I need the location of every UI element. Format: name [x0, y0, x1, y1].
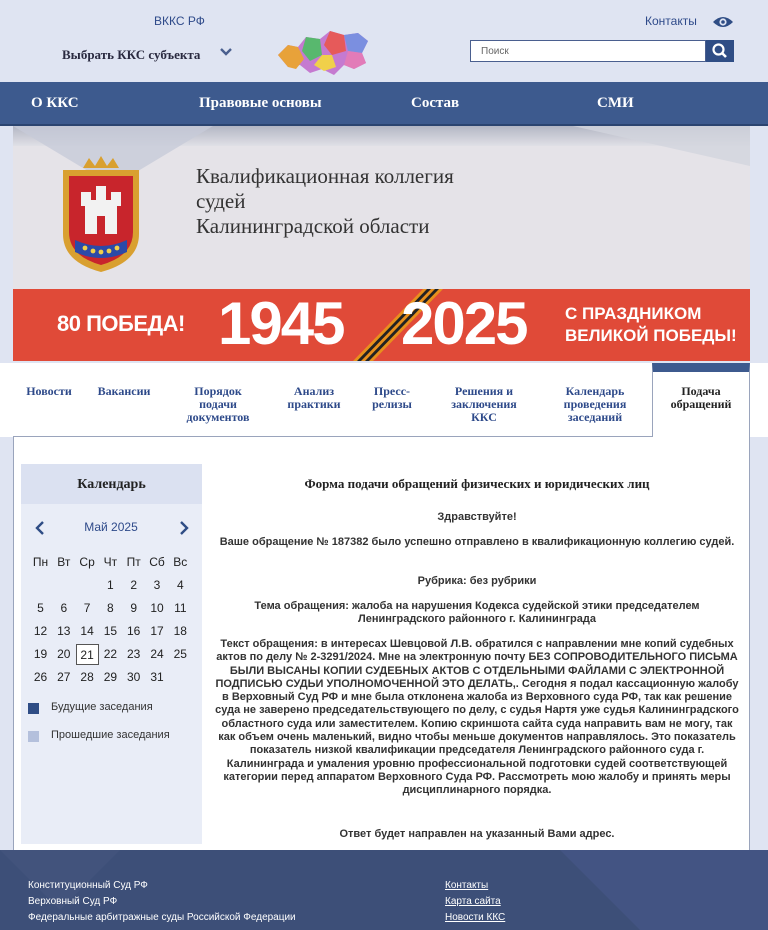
- calendar-day[interactable]: 15: [103, 624, 118, 638]
- form-title: Форма подачи обращений физических и юридических лиц: [304, 476, 650, 491]
- calendar-day[interactable]: 14: [80, 624, 94, 638]
- footer-link-supreme-court[interactable]: Верховный Суд РФ: [28, 896, 118, 907]
- calendar-day[interactable]: 12: [33, 624, 48, 638]
- footer-link-arbitration-courts[interactable]: Федеральные арбитражные суды Российской Федерации: [28, 912, 296, 923]
- weekday-header: Пн: [32, 555, 49, 569]
- weekday-header: Сб: [149, 555, 165, 569]
- eye-icon[interactable]: [712, 14, 734, 30]
- calendar-day[interactable]: 3: [153, 578, 161, 592]
- year-from: 1945: [218, 290, 344, 357]
- topic-text: Тема обращения: жалоба на нарушения Кодекса судейской этики председателем Ленинградского районного г. Калининграда: [254, 600, 700, 626]
- collegium-title-line: судей: [196, 189, 246, 213]
- calendar-day[interactable]: 22: [103, 647, 118, 661]
- calendar-day[interactable]: 28: [80, 670, 94, 684]
- tab-practice-analysis[interactable]: Анализ практики: [287, 384, 341, 411]
- search-input[interactable]: [470, 40, 706, 62]
- search-button[interactable]: [706, 40, 734, 62]
- russia-map-icon: [274, 25, 372, 81]
- tab-vacancies[interactable]: Вакансии: [97, 384, 151, 398]
- contacts-link[interactable]: Контакты: [645, 14, 697, 28]
- vkks-link[interactable]: ВККС РФ: [154, 14, 205, 28]
- calendar-heading: Календарь: [21, 464, 202, 504]
- calendar-day[interactable]: 10: [150, 601, 164, 615]
- collegium-title: [196, 164, 454, 239]
- subject-select[interactable]: Выбрать ККС субъекта: [62, 47, 201, 62]
- calendar-widget: [21, 464, 202, 844]
- calendar-month: Май 2025: [84, 520, 138, 534]
- rubric-text: Рубрика: без рубрики: [417, 575, 537, 587]
- collegium-title-line: Квалификационная коллегия: [196, 164, 454, 188]
- footer-link-news[interactable]: Новости ККС: [445, 912, 506, 923]
- calendar-day[interactable]: 27: [57, 670, 71, 684]
- tab-session-calendar[interactable]: Календарь проведения заседаний: [563, 384, 627, 424]
- tab-news[interactable]: Новости: [26, 384, 72, 398]
- legend-future-label: Будущие заседания: [51, 701, 153, 713]
- weekday-header: Чт: [103, 555, 118, 569]
- tab-appeals[interactable]: Подача обращений: [670, 384, 732, 411]
- appeal-text: Текст обращения: в интересах Шевцовой Л.В. обратился с направлении мне копий судебных актов по делу № 2-3291/2024. Мне на электронную почту БЕЗ СОПРОВОДИТЕЛЬНОГО ПИСЬМА БЫЛИ ВЫСАНЫ КОПИИ СУДЕБНЫХ АКТОВ С ОТДЕЛЬНЫМИ ФАЙЛАМИ С ЭЛЕКТРОННОЙ ПОДПИСЬЮ СУДЬИ УПОЛНОМОЧЕННОЙ ЭТО ДЕЛАТЬ,. Сегодня я подал кассационную жалобу в Верховный Суд РФ и мне была отклонена жалоба из Верховного суда РФ, так как решение суда не заверено председательствующего по делу, с судья Нартя уже судья Калининградского областного суда или заместителем. Копию скриншота сайта суда направить вам не могу, так как объем очень маленький, видно чтобы меньше документов направлялось. Это показатель показатель низкой квалификации председателя Ленинградского районного суда г. Калининграда и умаления уровню профессиональной подготовки судей соответствующей категории перед аппаратом Верховного Суда РФ. Рассмотреть мою жалобу и принять меры дисциплинарного порядка.: [215, 638, 739, 797]
- calendar-day[interactable]: 5: [37, 601, 44, 615]
- calendar-day[interactable]: 16: [127, 624, 141, 638]
- victory-congrats: [565, 303, 737, 347]
- congrats-line: С ПРАЗДНИКОМ: [565, 304, 702, 323]
- footer: [0, 850, 768, 930]
- calendar-day[interactable]: 19: [33, 647, 48, 661]
- calendar-day[interactable]: 17: [150, 624, 164, 638]
- weekday-header: Пт: [126, 555, 141, 569]
- victory-banner[interactable]: [13, 289, 750, 361]
- nav-item-about[interactable]: О ККС: [31, 95, 79, 111]
- calendar-day[interactable]: 2: [130, 578, 138, 592]
- sent-message: Ваше обращение № 187382 было успешно отправлено в квалификационную коллегию судей.: [219, 536, 735, 548]
- nav-item-legal[interactable]: Правовые основы: [199, 95, 322, 111]
- calendar-day[interactable]: 4: [176, 578, 184, 592]
- legend-past-label: Прошедшие заседания: [51, 729, 170, 741]
- tab-press-releases[interactable]: Пресс-релизы: [372, 384, 412, 411]
- coat-of-arms-emblem: [55, 156, 147, 274]
- victory-80-label: 80 ПОБЕДА!: [57, 311, 185, 336]
- calendar-day[interactable]: 1: [107, 578, 114, 592]
- calendar-day[interactable]: 18: [173, 624, 187, 638]
- chevron-right-icon[interactable]: [177, 520, 191, 536]
- weekday-header: Вс: [173, 555, 188, 569]
- nav-item-members[interactable]: Состав: [411, 95, 460, 111]
- calendar-day[interactable]: 26: [33, 670, 48, 684]
- weekday-header: Ср: [79, 555, 95, 569]
- calendar-day[interactable]: 7: [83, 601, 91, 615]
- calendar-day[interactable]: 29: [103, 670, 118, 684]
- legend-past-swatch: [28, 731, 39, 742]
- nav-item-media[interactable]: СМИ: [597, 95, 634, 111]
- main-nav: [0, 82, 768, 126]
- calendar-day-today[interactable]: 21: [76, 644, 99, 665]
- answer-note: Ответ будет направлен на указанный Вами адрес.: [339, 828, 615, 840]
- top-bar: [0, 0, 768, 82]
- congrats-line: ВЕЛИКОЙ ПОБЕДЫ!: [565, 326, 737, 345]
- search-icon: [706, 40, 734, 62]
- chevron-left-icon[interactable]: [33, 520, 47, 536]
- calendar-day[interactable]: 25: [173, 647, 187, 661]
- calendar-day[interactable]: 24: [150, 647, 164, 661]
- weekday-header: Вт: [57, 555, 71, 569]
- calendar-day[interactable]: 11: [174, 601, 187, 615]
- calendar-day[interactable]: 6: [60, 601, 68, 615]
- calendar-day[interactable]: 13: [57, 624, 71, 638]
- calendar-day[interactable]: 23: [127, 647, 141, 661]
- calendar-day[interactable]: 31: [150, 670, 164, 684]
- year-to: 2025: [401, 290, 527, 357]
- legend-future-swatch: [28, 703, 39, 714]
- greeting-text: Здравствуйте!: [437, 511, 517, 523]
- tab-submission-order[interactable]: Порядок подачи документов: [186, 384, 250, 424]
- calendar-day[interactable]: 20: [57, 647, 71, 661]
- calendar-day[interactable]: 8: [107, 601, 114, 615]
- calendar-day[interactable]: 30: [127, 670, 141, 684]
- calendar-day[interactable]: 9: [130, 601, 138, 615]
- footer-link-constitutional-court[interactable]: Конституционный Суд РФ: [28, 880, 148, 891]
- footer-link-contacts[interactable]: Контакты: [445, 880, 489, 891]
- footer-link-sitemap[interactable]: Карта сайта: [445, 896, 501, 907]
- collegium-title-line: Калининградской области: [196, 214, 430, 238]
- chevron-down-icon[interactable]: [219, 45, 233, 59]
- tab-decisions[interactable]: Решения и заключения ККС: [451, 384, 517, 424]
- header-banner: [13, 126, 750, 289]
